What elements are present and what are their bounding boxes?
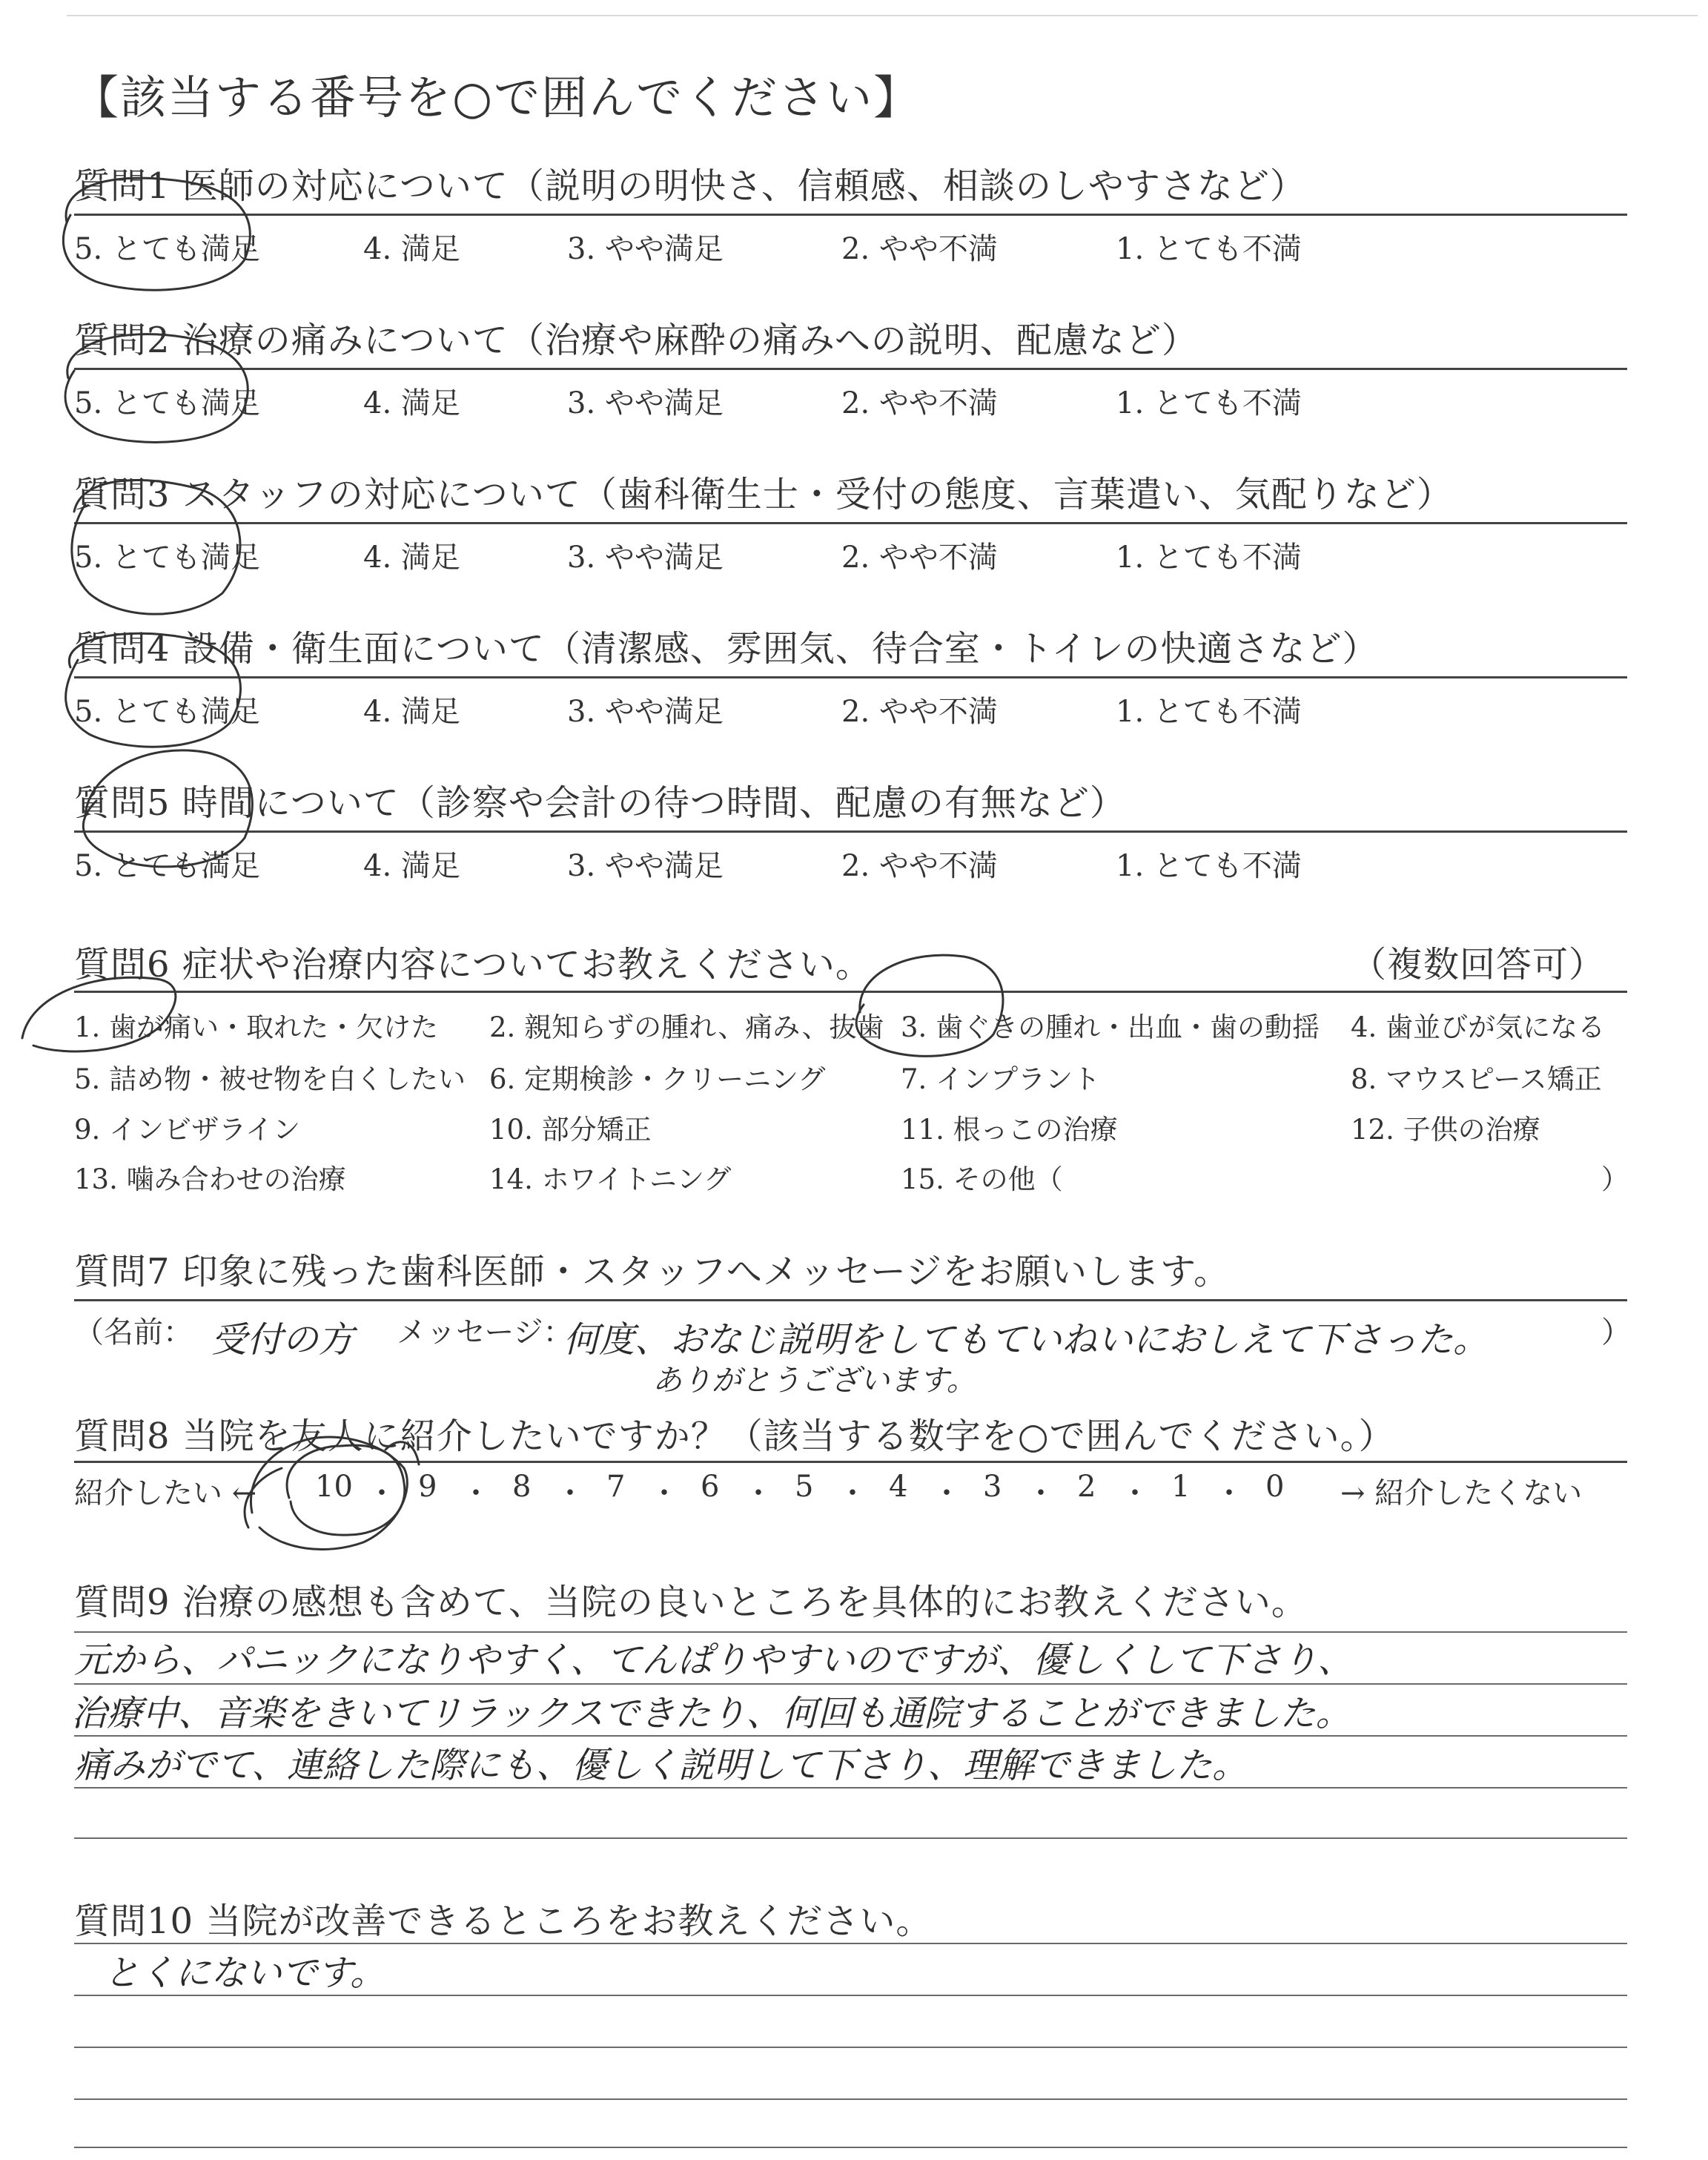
q8-scale-separator: ・ [932, 1476, 961, 1510]
q8-left-label: 紹介したい ← [74, 1476, 257, 1510]
q6-option-11[interactable]: 11. 根っこの治療 [901, 1114, 1118, 1146]
q7-name-label: （名前： [74, 1315, 193, 1350]
q8-scale-5[interactable]: 5 [795, 1470, 814, 1504]
q6-title: 質問6 症状や治療内容についてお教えください。 [74, 944, 872, 985]
q1-option-2[interactable]: 2. やや不満 [841, 232, 998, 266]
q8-scale-separator: ・ [649, 1476, 679, 1510]
q10-rule-5 [74, 2147, 1627, 2148]
q1-option-4[interactable]: 4. 満足 [363, 232, 460, 266]
q8-right-label: → 紹介したくない [1340, 1476, 1583, 1510]
q8-scale-separator: ・ [1120, 1476, 1150, 1510]
q1-option-1[interactable]: 1. とても不満 [1116, 232, 1302, 266]
q8-scale-2[interactable]: 2 [1077, 1470, 1096, 1504]
q5-rule [74, 830, 1627, 833]
q1-option-3[interactable]: 3. やや満足 [567, 232, 724, 266]
q8-scale-9[interactable]: 9 [418, 1470, 437, 1504]
q3-option-1[interactable]: 1. とても不満 [1116, 541, 1302, 575]
q8-scale-separator: ・ [1214, 1476, 1244, 1510]
q8-scale-8[interactable]: 8 [512, 1470, 532, 1504]
q1-rule [74, 214, 1627, 216]
q3-option-5[interactable]: 5. とても満足 [74, 541, 260, 575]
q3-rule [74, 522, 1627, 524]
q2-option-3[interactable]: 3. やや満足 [567, 386, 724, 420]
q6-option-8[interactable]: 8. マウスピース矯正 [1351, 1063, 1602, 1095]
q6-option-12[interactable]: 12. 子供の治療 [1351, 1114, 1540, 1146]
q9-title: 質問9 治療の感想も含めて、当院の良いところを具体的にお教えください。 [74, 1582, 1308, 1623]
q8-scale-0[interactable]: 0 [1265, 1470, 1285, 1504]
q2-option-2[interactable]: 2. やや不満 [841, 386, 998, 420]
q4-option-3[interactable]: 3. やや満足 [567, 695, 724, 729]
q5-option-2[interactable]: 2. やや不満 [841, 849, 998, 883]
q7-message-label: メッセージ： [397, 1315, 573, 1350]
q8-scale-3[interactable]: 3 [983, 1470, 1002, 1504]
q2-rule [74, 368, 1627, 370]
q9-rule-5 [74, 1837, 1627, 1839]
q8-scale-1[interactable]: 1 [1171, 1470, 1191, 1504]
q8-title: 質問8 当院を友人に紹介したいですか？（該当する数字を○で囲んでください。） [74, 1416, 1395, 1457]
q9-answer-line-1[interactable]: 元から、パニックになりやすく、てんぱりやすいのですが、優しくして下さり、 [74, 1639, 1354, 1681]
q8-scale-7[interactable]: 7 [606, 1470, 626, 1504]
q3-option-3[interactable]: 3. やや満足 [567, 541, 724, 575]
q7-close-paren: ） [1601, 1315, 1631, 1350]
q5-option-5[interactable]: 5. とても満足 [74, 849, 260, 883]
q7-message-line2[interactable]: ありがとうございます。 [652, 1364, 976, 1398]
q6-option-1[interactable]: 1. 歯が痛い・取れた・欠けた [74, 1011, 439, 1043]
q6-other-close-paren: ） [1601, 1163, 1629, 1195]
q6-rule [74, 991, 1627, 993]
q6-option-13[interactable]: 13. 噛み合わせの治療 [74, 1163, 346, 1195]
q6-option-9[interactable]: 9. インビザライン [74, 1114, 300, 1146]
q10-answer-line-1[interactable]: とくにないです。 [104, 1952, 386, 1994]
q1-option-5[interactable]: 5. とても満足 [74, 232, 260, 266]
q3-title: 質問3 スタッフの対応について（歯科衛生士・受付の態度、言葉遣い、気配りなど） [74, 474, 1453, 515]
q6-option-2[interactable]: 2. 親知らずの腫れ、痛み、抜歯 [489, 1011, 884, 1043]
page-title: 【該当する番号を○で囲んでください】 [73, 70, 921, 125]
q10-title: 質問10 当院が改善できるところをお教えください。 [74, 1900, 933, 1942]
q6-option-7[interactable]: 7. インプラント [901, 1063, 1101, 1095]
q6-option-10[interactable]: 10. 部分矯正 [489, 1114, 652, 1146]
q8-scale-separator: ・ [838, 1476, 867, 1510]
q7-name-value[interactable]: 受付の方 [211, 1319, 354, 1361]
q4-option-1[interactable]: 1. とても不満 [1116, 695, 1302, 729]
q2-option-1[interactable]: 1. とても不満 [1116, 386, 1302, 420]
q6-note: （複数回答可） [1351, 944, 1606, 985]
q8-scale-separator: ・ [367, 1476, 397, 1510]
page-top-edge [67, 15, 1698, 16]
q9-answer-line-2[interactable]: 治療中、音楽をきいてリラックスできたり、何回も通院することができました。 [71, 1693, 1351, 1734]
q7-title: 質問7 印象に残った歯科医師・スタッフへメッセージをお願いします。 [74, 1251, 1231, 1292]
q1-title: 質問1 医師の対応について（説明の明快さ、信頼感、相談のしやすさなど） [74, 165, 1306, 207]
q8-scale-10[interactable]: 10 [315, 1470, 353, 1504]
q7-message-line1[interactable]: 何度、おなじ説明をしてもていねいにおしえて下さった。 [563, 1319, 1489, 1361]
q6-option-14[interactable]: 14. ホワイトニング [489, 1163, 732, 1195]
q10-rule-3 [74, 2047, 1627, 2048]
q2-option-4[interactable]: 4. 満足 [363, 386, 460, 420]
q2-option-5[interactable]: 5. とても満足 [74, 386, 260, 420]
q6-option-3[interactable]: 3. 歯ぐきの腫れ・出血・歯の動揺 [901, 1011, 1320, 1043]
q8-scale-separator: ・ [1026, 1476, 1056, 1510]
q8-scale-4[interactable]: 4 [889, 1470, 908, 1504]
q4-option-4[interactable]: 4. 満足 [363, 695, 460, 729]
q6-option-6[interactable]: 6. 定期検診・クリーニング [489, 1063, 826, 1095]
q6-option-5[interactable]: 5. 詰め物・被せ物を白くしたい [74, 1063, 466, 1095]
q8-scale-separator: ・ [461, 1476, 491, 1510]
q4-title: 質問4 設備・衛生面について（清潔感、雰囲気、待合室・トイレの快適さなど） [74, 628, 1379, 670]
q3-option-4[interactable]: 4. 満足 [363, 541, 460, 575]
q2-title: 質問2 治療の痛みについて（治療や麻酔の痛みへの説明、配慮など） [74, 320, 1198, 361]
q4-option-2[interactable]: 2. やや不満 [841, 695, 998, 729]
q5-option-3[interactable]: 3. やや満足 [567, 849, 724, 883]
q8-scale-6[interactable]: 6 [701, 1470, 720, 1504]
q8-scale-separator: ・ [744, 1476, 773, 1510]
q6-option-15[interactable]: 15. その他（ [901, 1163, 1063, 1195]
q10-rule-4 [74, 2098, 1627, 2100]
q9-answer-line-3[interactable]: 痛みがでて、連絡した際にも、優しく説明して下さり、理解できました。 [74, 1745, 1248, 1786]
q8-scale-separator: ・ [555, 1476, 585, 1510]
q7-rule [74, 1299, 1627, 1301]
q8-rule [74, 1461, 1627, 1463]
q4-option-5[interactable]: 5. とても満足 [74, 695, 260, 729]
q4-rule [74, 676, 1627, 678]
q3-option-2[interactable]: 2. やや不満 [841, 541, 998, 575]
q5-option-1[interactable]: 1. とても不満 [1116, 849, 1302, 883]
q6-option-4[interactable]: 4. 歯並びが気になる [1351, 1011, 1606, 1043]
q5-title: 質問5 時間について（診察や会計の待つ時間、配慮の有無など） [74, 782, 1126, 824]
q5-option-4[interactable]: 4. 満足 [363, 849, 460, 883]
